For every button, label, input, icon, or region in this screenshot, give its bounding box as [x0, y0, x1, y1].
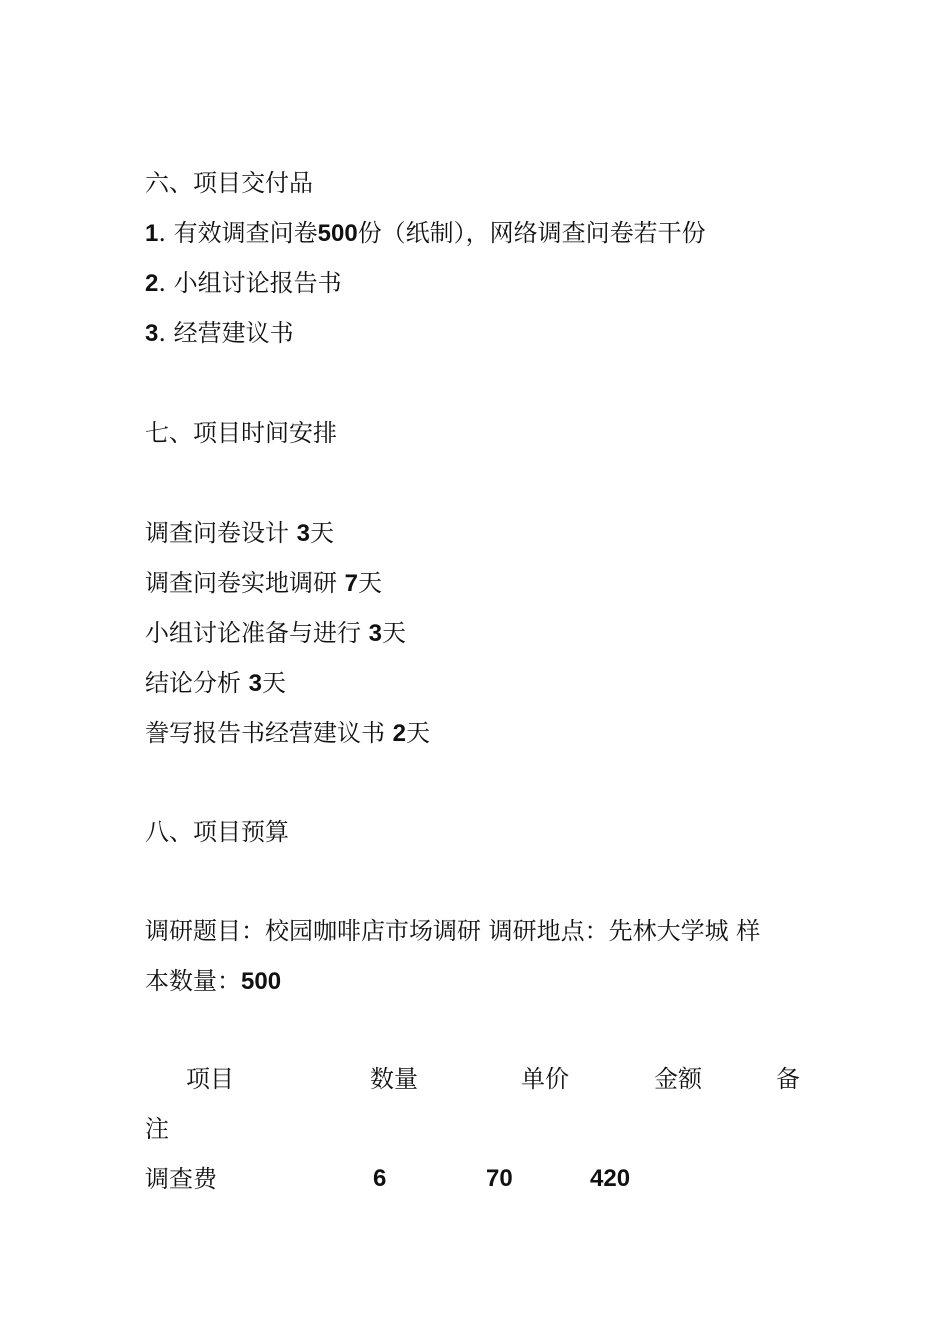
sample-size-label: 本数量：	[145, 967, 241, 995]
task-name: 调查问卷设计	[145, 519, 289, 547]
table-header-quantity: 数量	[370, 1065, 418, 1093]
item-number: 2	[145, 270, 159, 297]
budget-info-line-2	[145, 966, 281, 997]
task-name: 结论分析	[145, 669, 241, 697]
table-header-unit-price: 单价	[521, 1065, 569, 1093]
sample-size-value: 500	[241, 968, 282, 995]
deliverable-item-3	[145, 318, 294, 349]
item-separator: .	[158, 219, 166, 247]
task-days: 3	[296, 520, 310, 547]
item-quantity: 500	[317, 220, 358, 247]
table-cell-unit-price: 70	[486, 1165, 513, 1192]
section-heading-deliverables: 六、项目交付品	[145, 169, 313, 197]
task-name: 誊写报告书经营建议书	[145, 719, 385, 747]
task-name: 小组讨论准备与进行	[145, 619, 361, 647]
item-text: 小组讨论报告书	[173, 269, 342, 297]
item-number: 3	[145, 320, 159, 347]
task-unit: 天	[310, 519, 334, 547]
schedule-task-4	[145, 668, 286, 699]
deliverable-item-2	[145, 268, 342, 299]
task-unit: 天	[358, 569, 382, 597]
task-unit: 天	[262, 669, 286, 697]
table-cell-item: 调查费	[145, 1165, 217, 1193]
item-number: 1	[145, 220, 159, 247]
item-text: 有效调查问卷	[173, 219, 318, 247]
table-cell-amount: 420	[590, 1165, 631, 1192]
table-header-item: 项目	[186, 1065, 234, 1093]
schedule-task-2	[145, 568, 382, 599]
section-heading-schedule: 七、项目时间安排	[145, 419, 337, 447]
task-unit: 天	[406, 719, 430, 747]
task-days: 3	[248, 670, 262, 697]
task-unit: 天	[382, 619, 406, 647]
schedule-task-3	[145, 618, 406, 649]
task-days: 7	[344, 570, 358, 597]
table-header-amount: 金额	[654, 1065, 702, 1093]
task-days: 2	[392, 720, 406, 747]
item-text-tail: 份（纸制），网络调查问卷若干份	[357, 219, 706, 247]
section-heading-budget: 八、项目预算	[145, 818, 289, 846]
item-text: 经营建议书	[173, 319, 294, 347]
deliverable-item-1	[145, 218, 706, 249]
schedule-task-5	[145, 718, 430, 749]
task-days: 3	[368, 620, 382, 647]
schedule-task-1	[145, 518, 334, 549]
table-header-remarks-part1: 备	[776, 1065, 800, 1093]
budget-info-line-1: 调研题目：校园咖啡店市场调研 调研地点：先林大学城 样	[145, 917, 761, 945]
table-cell-quantity: 6	[373, 1165, 387, 1192]
item-separator: .	[158, 319, 166, 347]
table-header-remarks-part2: 注	[145, 1115, 169, 1143]
item-separator: .	[158, 269, 166, 297]
task-name: 调查问卷实地调研	[145, 569, 337, 597]
